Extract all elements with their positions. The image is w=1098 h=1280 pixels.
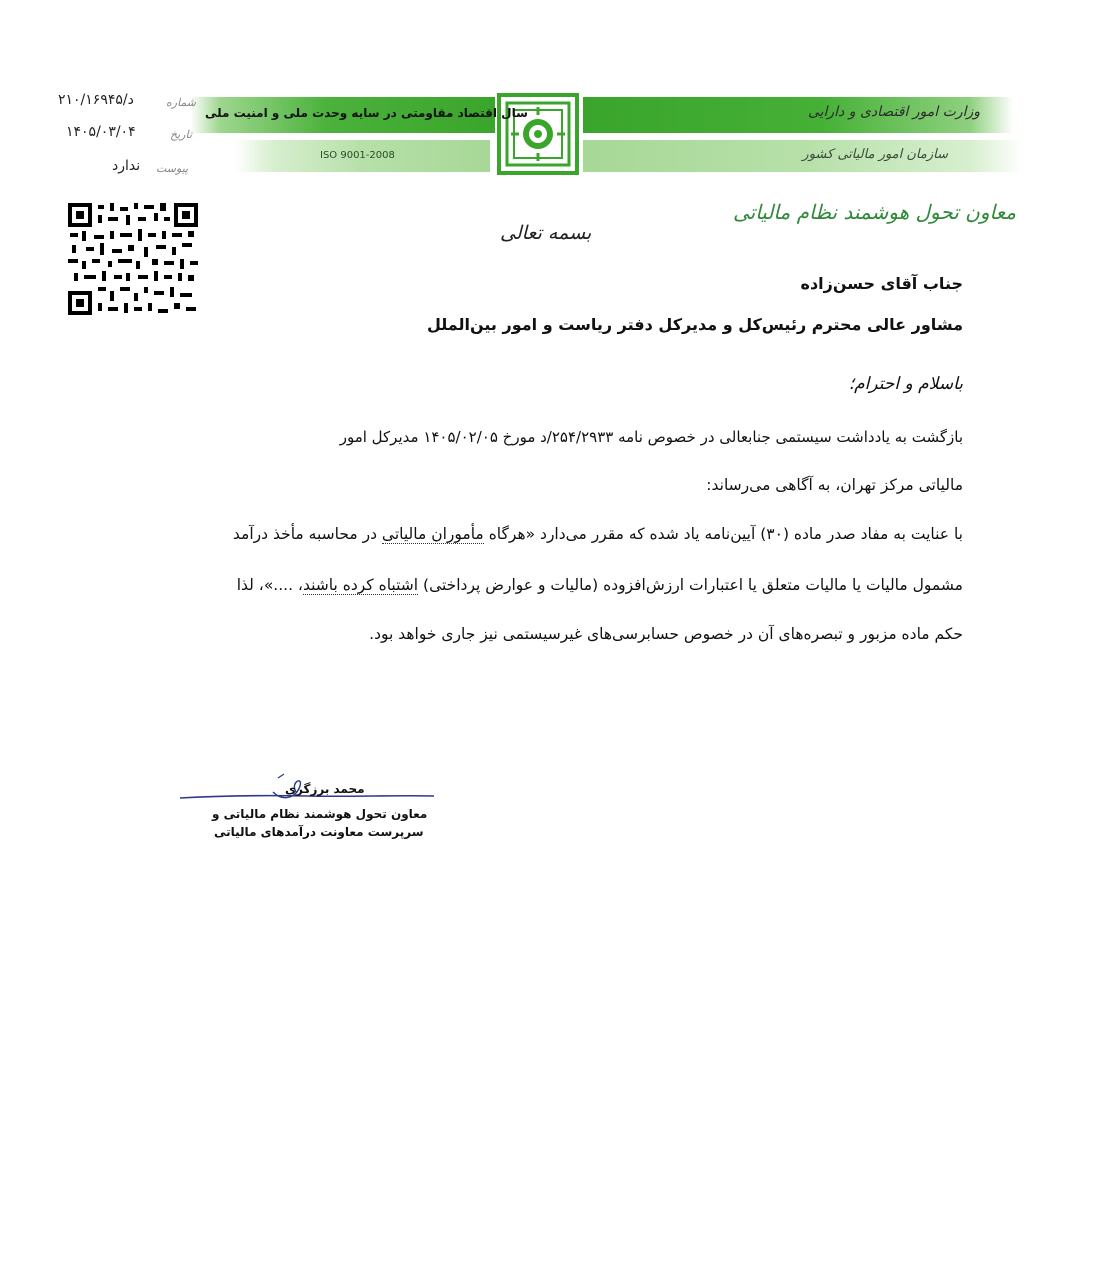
- number-label: شماره: [166, 96, 197, 109]
- basmala: بسمه تعالی: [500, 222, 592, 244]
- body-line-4: [133, 572, 963, 598]
- body-line-3: [133, 521, 963, 547]
- body-line-1: بازگشت به یادداشت سیستمی جنابعالی در خصوص نامه ۲۵۴/۲۹۳۳/د مورخ ۱۴۰۵/۰۲/۰۵ مدیرکل امور: [339, 428, 963, 446]
- date-label: تاریخ: [170, 128, 192, 141]
- body-line-2: مالیاتی مرکز تهران، به آگاهی می‌رساند:: [706, 476, 963, 494]
- letter-date: ۱۴۰۵/۰۳/۰۴: [66, 124, 136, 140]
- attachment-value: ندارد: [112, 158, 141, 174]
- body-line-4-start: مشمول مالیات یا مالیات متعلق یا اعتبارات ارزش‌افزوده (مالیات و عوارض پرداختی): [423, 576, 963, 594]
- signer-role-1: معاون تحول هوشمند نظام مالیاتی و: [212, 807, 428, 821]
- attachment-label: پیوست: [156, 162, 189, 175]
- body-line-5: حکم ماده مزبور و تبصره‌های آن در خصوص حسابرسی‌های غیرسیستمی نیز جاری خواهد بود.: [369, 625, 963, 643]
- body-line-3-start: با عنایت به مفاد صدر ماده (۳۰) آیین‌نامه یاد شده که مقرر می‌دارد «هرگاه: [488, 525, 963, 543]
- ministry-name: وزارت امور اقتصادی و دارایی: [807, 104, 980, 120]
- recipient-name: جناب آقای حسن‌زاده: [800, 274, 963, 293]
- iso-label: ISO 9001-2008: [320, 150, 395, 161]
- greeting: باسلام و احترام؛: [848, 374, 963, 394]
- underlined-made-mistake: اشتباه کرده باشند: [302, 576, 419, 594]
- signer-role-2: سرپرست معاونت درآمدهای مالیاتی: [214, 825, 424, 839]
- underlined-tax-officers: مأموران مالیاتی: [381, 525, 484, 543]
- body-line-4-end: ، ....»، لذا: [236, 576, 303, 594]
- qr-code: [68, 203, 198, 315]
- recipient-title: مشاور عالی محترم رئیس‌کل و مدیرکل دفتر ریاست و امور بین‌الملل: [426, 315, 963, 334]
- signer-name: محمد برزگری: [285, 782, 365, 796]
- deputy-title: معاون تحول هوشمند نظام مالیاتی: [732, 200, 1016, 224]
- letter-number: د/۲۱۰/۱۶۹۴۵: [58, 92, 134, 108]
- organization-name: سازمان امور مالیاتی کشور: [802, 147, 948, 162]
- body-line-3-end: در محاسبه مأخذ درآمد: [232, 525, 377, 543]
- year-slogan: سال اقتصاد مقاومتی در سایه وحدت ملی و امنیت ملی: [205, 106, 528, 120]
